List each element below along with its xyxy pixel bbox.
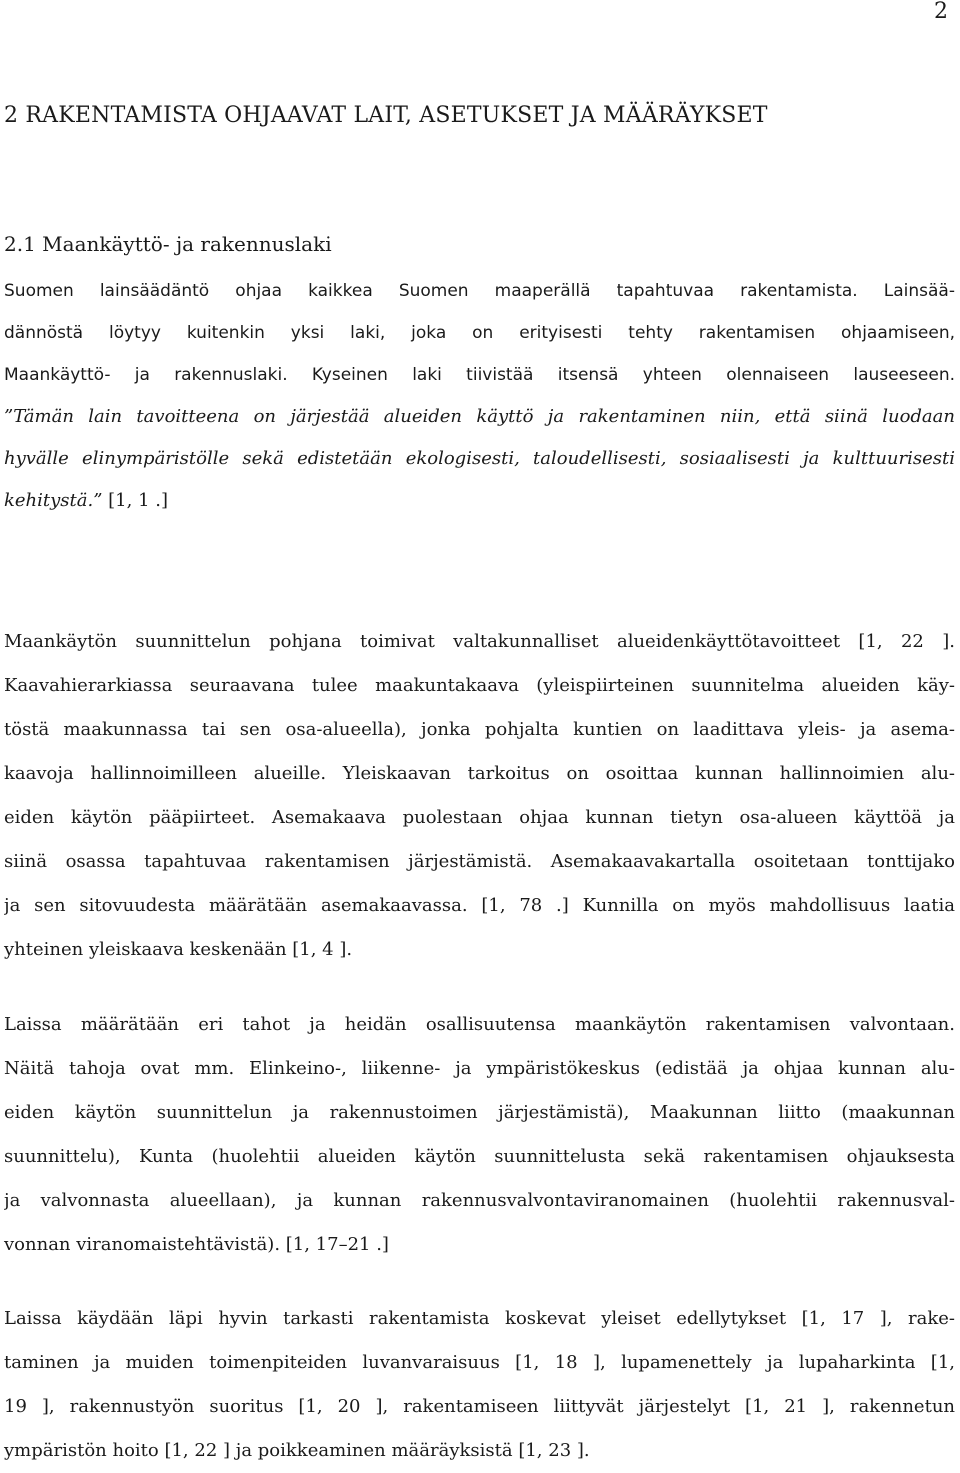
paragraph-line: töstä maakunnassa tai sen osa-alueella), jonka pohjalta kuntien on laadittava yleis- ja asema- <box>4 719 955 740</box>
paragraph-1 <box>4 270 955 522</box>
paragraph-line: Maankäytön suunnittelun pohjana toimivat valtakunnalliset alueidenkäyttötavoitteet [1, 22 ]. <box>4 631 955 652</box>
paragraph-3 <box>4 1003 955 1267</box>
paragraph-line: ja sen sitovuudesta määrätään asemakaavassa. [1, 78 .] Kunnilla on myös mahdollisuus laatia <box>4 895 955 916</box>
paragraph-4 <box>4 1297 955 1473</box>
page-number: 2 <box>934 0 948 24</box>
paragraph-line: Näitä tahoja ovat mm. Elinkeino-, liikenne- ja ympäristökeskus (edistää ja ohjaa kunnan alu- <box>4 1058 955 1079</box>
paragraph-line: suunnittelu), Kunta (huolehtii alueiden käytön suunnittelusta sekä rakentamisen ohjauksesta <box>4 1146 955 1167</box>
paragraph-line: ja valvonnasta alueellaan), ja kunnan rakennusvalvontaviranomainen (huolehtii rakennusval- <box>4 1190 955 1211</box>
quote-line: ”Tämän lain tavoitteena on järjestää alueiden käyttö ja rakentaminen niin, että siinä luodaan <box>4 406 955 427</box>
paragraph-line: Laissa määrätään eri tahot ja heidän osallisuutensa maankäytön rakentamisen valvontaan. <box>4 1014 955 1035</box>
paragraph-2 <box>4 620 955 972</box>
quote-line: hyvälle elinympäristölle sekä edistetään ekologisesti, taloudellisesti, sosiaalisesti ja kulttuurisesti <box>4 448 955 469</box>
paragraph-line: yhteinen yleiskaava keskenään [1, 4 ]. <box>4 939 353 960</box>
paragraph-line: ympäristön hoito [1, 22 ] ja poikkeaminen määräyksistä [1, 23 ]. <box>4 1440 590 1461</box>
paragraph-line: eiden käytön suunnittelun ja rakennustoimen järjestämistä), Maakunnan liitto (maakunnan <box>4 1102 955 1123</box>
section-heading: 2.1 Maankäyttö- ja rakennuslaki <box>4 232 332 256</box>
citation: [1, 1 .] <box>102 490 168 511</box>
paragraph-line: Kaavahierarkiassa seuraavana tulee maakuntakaava (yleispiirteinen suunnitelma alueiden käy- <box>4 675 955 696</box>
paragraph-line: vonnan viranomaistehtävistä). [1, 17–21 .] <box>4 1234 389 1255</box>
quote-end: kehitystä.” <box>4 490 103 511</box>
paragraph-line: eiden käytön pääpiirteet. Asemakaava puolestaan ohjaa kunnan tietyn osa-alueen käyttöä ja <box>4 807 955 828</box>
paragraph-line: 19 ], rakennustyön suoritus [1, 20 ], rakentamiseen liittyvät järjestelyt [1, 21 ], rakennetun <box>4 1396 955 1417</box>
chapter-heading: 2 RAKENTAMISTA OHJAAVAT LAIT, ASETUKSET JA MÄÄRÄYKSET <box>4 103 768 128</box>
paragraph-line: Laissa käydään läpi hyvin tarkasti rakentamista koskevat yleiset edellytykset [1, 17 ], rake- <box>4 1308 955 1329</box>
quote-last-line <box>4 480 955 522</box>
paragraph-line: taminen ja muiden toimenpiteiden luvanvaraisuus [1, 18 ], lupamenettely ja lupaharkinta [1, <box>4 1352 955 1373</box>
paragraph-line: dännöstä löytyy kuitenkin yksi laki, joka on erityisesti tehty rakentamisen ohjaamiseen, <box>4 323 955 343</box>
paragraph-line: kaavoja hallinnoimilleen alueille. Yleiskaavan tarkoitus on osoittaa kunnan hallinnoimien alu- <box>4 763 955 784</box>
paragraph-line: siinä osassa tapahtuvaa rakentamisen järjestämistä. Asemakaavakartalla osoitetaan tonttijako <box>4 851 955 872</box>
paragraph-line: Maankäyttö- ja rakennuslaki. Kyseinen laki tiivistää itsensä yhteen olennaiseen lauseeseen. <box>4 365 955 385</box>
paragraph-line: Suomen lainsäädäntö ohjaa kaikkea Suomen maaperällä tapahtuvaa rakentamista. Lainsää- <box>4 281 955 301</box>
